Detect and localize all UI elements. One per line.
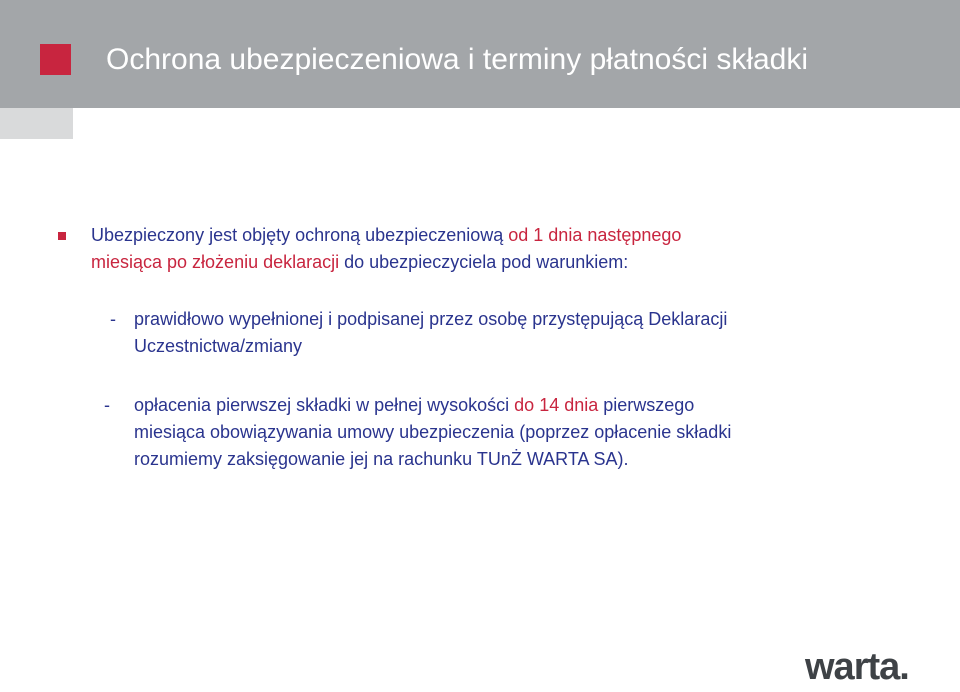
condition-2-line-3: rozumiemy zaksięgowanie jej na rachunku TUnŻ WARTA SA).	[134, 449, 629, 469]
condition-2	[134, 392, 731, 473]
bullet-square-icon	[58, 232, 66, 240]
condition-1	[134, 306, 727, 360]
condition-2-text-2: pierwszego	[598, 395, 695, 415]
condition-2-dash: -	[104, 395, 110, 415]
condition-1-dash: -	[110, 309, 116, 329]
condition-2-line-2: miesiąca obowiązywania umowy ubezpieczenia (poprzez opłacenie składki	[134, 422, 732, 442]
condition-1-line-1: prawidłowo wypełnionej i podpisanej przez osobę przystępującą Deklaracji	[134, 309, 728, 329]
intro-paragraph	[91, 222, 681, 276]
slide-title: Ochrona ubezpieczeniowa i terminy płatności składki	[106, 43, 809, 76]
condition-2-highlight: do 14 dnia	[514, 395, 599, 415]
intro-highlight-1: od 1 dnia następnego	[508, 225, 682, 245]
intro-text-1: Ubezpieczony jest objęty ochroną ubezpieczeniową	[91, 225, 509, 245]
condition-2-text-1: opłacenia pierwszej składki w pełnej wysokości	[134, 395, 515, 415]
intro-highlight-2: miesiąca po złożeniu deklaracji	[91, 252, 340, 272]
intro-text-2: do ubezpieczyciela pod warunkiem:	[339, 252, 629, 272]
warta-logo: warta.	[805, 646, 909, 688]
condition-1-line-2: Uczestnictwa/zmiany	[134, 336, 303, 356]
